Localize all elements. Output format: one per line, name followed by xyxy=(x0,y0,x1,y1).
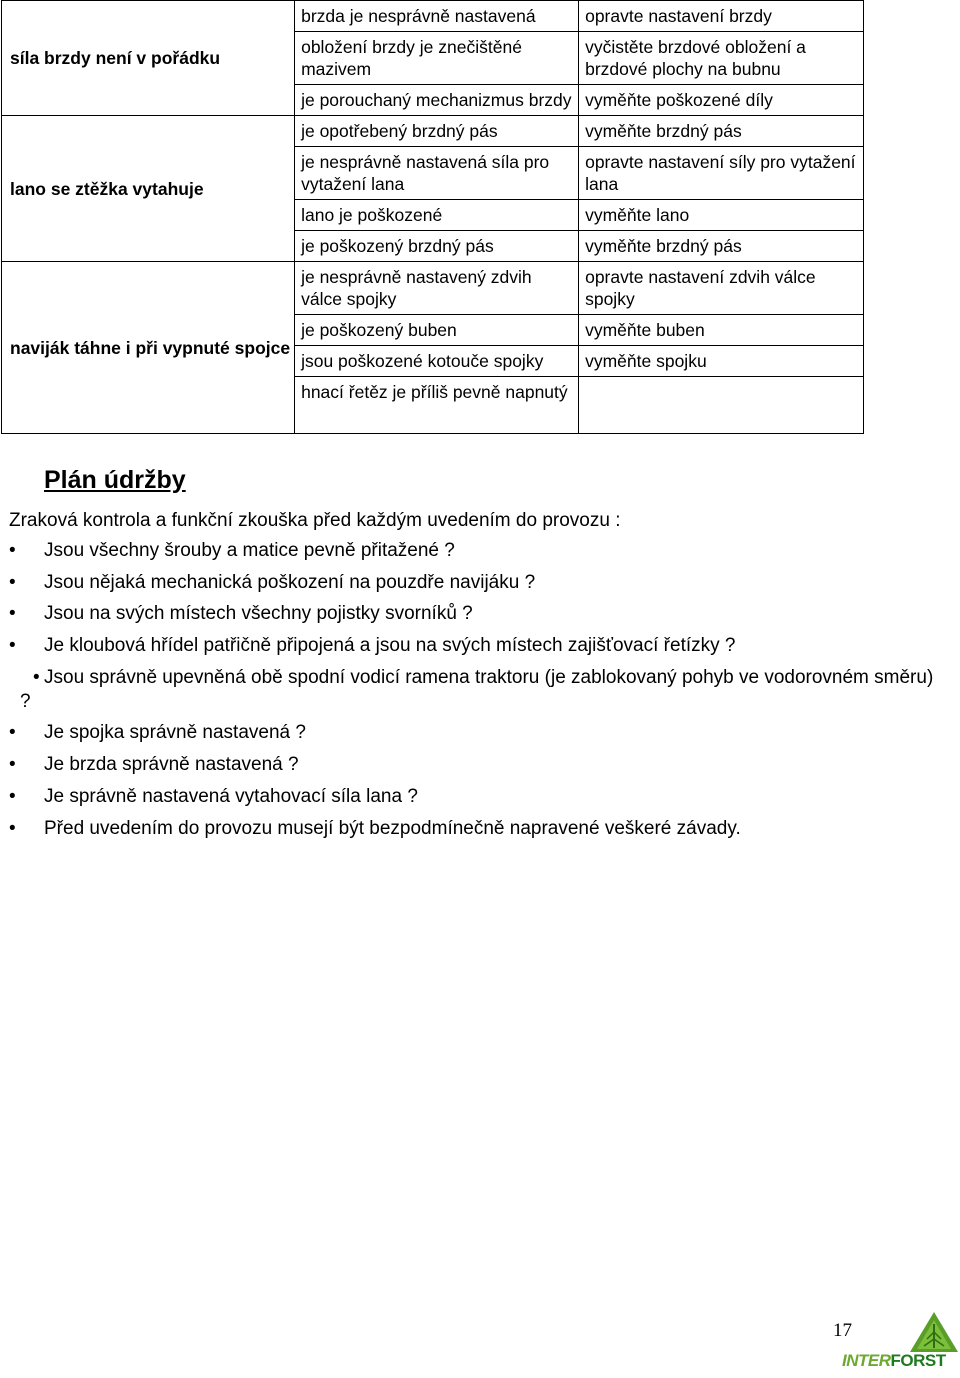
interforst-logo xyxy=(838,1310,960,1376)
table-row xyxy=(2,1,864,32)
fix-cell xyxy=(579,377,864,434)
bullet-icon: • xyxy=(9,754,16,776)
cause-cell: obložení brzdy je znečištěné mazivem xyxy=(295,32,579,85)
list-item-text: Jsou všechny šrouby a matice pevně přitažené ? xyxy=(44,540,455,561)
list-item xyxy=(0,753,940,777)
list-item xyxy=(0,634,940,658)
list-item-text: Jsou správně upevněná obě spodní vodicí ramena traktoru (je zablokovaný pohyb ve vodorovném směru) ? xyxy=(20,666,934,712)
bullet-icon: • xyxy=(9,817,16,839)
checklist xyxy=(0,539,940,848)
bullet-icon: • xyxy=(33,666,40,688)
fix-cell: opravte nastavení zdvih válce spojky xyxy=(579,262,864,315)
fix-cell: vyměňte brzdný pás xyxy=(579,116,864,147)
fix-cell: vyměňte buben xyxy=(579,315,864,346)
list-item xyxy=(0,666,940,714)
cause-cell: jsou poškozené kotouče spojky xyxy=(295,346,579,377)
cause-cell: hnací řetěz je příliš pevně napnutý xyxy=(295,377,579,434)
cause-cell: je poškozený brzdný pás xyxy=(295,231,579,262)
fix-cell: opravte nastavení brzdy xyxy=(579,1,864,32)
fix-cell: vyměňte spojku xyxy=(579,346,864,377)
list-item xyxy=(0,571,940,595)
cause-cell: lano je poškozené xyxy=(295,200,579,231)
list-item-text: Jsou na svých místech všechny pojistky svorníků ? xyxy=(44,603,473,625)
fix-cell: opravte nastavení síly pro vytažení lana xyxy=(579,147,864,200)
bullet-icon: • xyxy=(9,571,16,593)
symptom-cell: lano se ztěžka vytahuje xyxy=(2,116,295,262)
section-heading: Plán údržby xyxy=(44,466,186,494)
list-item-text: Jsou nějaká mechanická poškození na pouzdře navijáku ? xyxy=(44,571,536,593)
fault-table xyxy=(1,0,864,434)
list-item xyxy=(0,539,940,563)
symptom-cell: naviják táhne i při vypnuté spojce xyxy=(2,262,295,434)
bullet-icon: • xyxy=(9,540,16,561)
list-item xyxy=(0,817,940,841)
symptom-cell: síla brzdy není v pořádku xyxy=(2,1,295,116)
list-item-text: Je spojka správně nastavená ? xyxy=(44,722,306,744)
intro-text: Zraková kontrola a funkční zkouška před každým uvedením do provozu : xyxy=(9,510,621,531)
table-row xyxy=(2,116,864,147)
fix-cell: vyměňte brzdný pás xyxy=(579,231,864,262)
cause-cell: je porouchaný mechanizmus brzdy xyxy=(295,85,579,116)
bullet-icon: • xyxy=(9,785,16,807)
logo-wordmark xyxy=(842,1351,946,1371)
bullet-icon: • xyxy=(9,603,16,625)
list-item xyxy=(0,602,940,626)
list-item-text: Je kloubová hřídel patřičně připojená a jsou na svých místech zajišťovací řetízky ? xyxy=(44,635,736,657)
list-item xyxy=(0,785,940,809)
list-item xyxy=(0,721,940,745)
cause-cell: je nesprávně nastavený zdvih válce spojky xyxy=(295,262,579,315)
cause-cell: je nesprávně nastavená síla pro vytažení lana xyxy=(295,147,579,200)
list-item-text: Před uvedením do provozu musejí být bezpodmínečně napravené veškeré závady. xyxy=(44,817,741,839)
tree-triangle-icon xyxy=(838,1310,960,1354)
cause-cell: brzda je nesprávně nastavená xyxy=(295,1,579,32)
logo-text-forst: FORST xyxy=(890,1351,946,1370)
bullet-icon: • xyxy=(9,635,16,657)
fix-cell: vyměňte poškozené díly xyxy=(579,85,864,116)
cause-cell: je opotřebený brzdný pás xyxy=(295,116,579,147)
bullet-icon: • xyxy=(9,722,16,744)
fix-cell: vyměňte lano xyxy=(579,200,864,231)
cause-cell: je poškozený buben xyxy=(295,315,579,346)
fix-cell: vyčistěte brzdové obložení a brzdové plochy na bubnu xyxy=(579,32,864,85)
list-item-text: Je brzda správně nastavená ? xyxy=(44,754,299,776)
list-item-text: Je správně nastavená vytahovací síla lana ? xyxy=(44,785,418,807)
page-number: 17 xyxy=(833,1320,852,1341)
logo-text-inter: INTER xyxy=(842,1351,891,1370)
table-row xyxy=(2,262,864,315)
